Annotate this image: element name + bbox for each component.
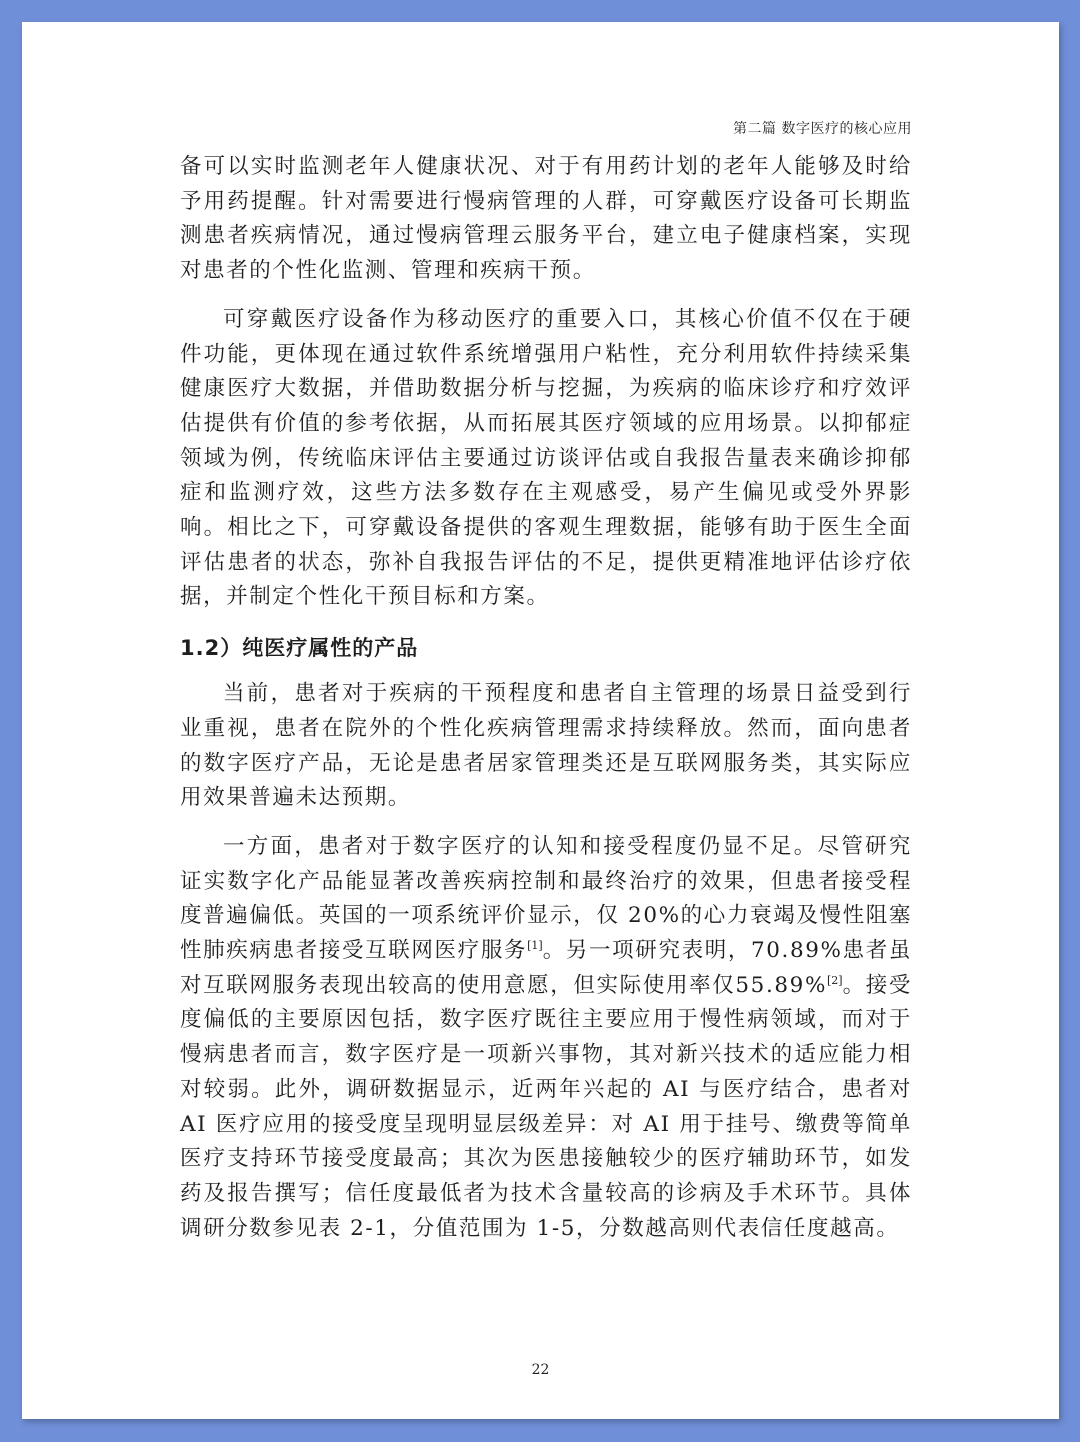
paragraph-current-state: 当前，患者对于疾病的干预程度和患者自主管理的场景日益受到行业重视，患者在院外的个性化疾病管理需求持续释放。然而，面向患者的数字医疗产品，无论是患者居家管理类还是互联网服务类，其实际应用效果普遍未达预期。 (180, 681, 912, 811)
page-content (180, 150, 912, 1246)
citation-2: [2] (826, 973, 843, 987)
paragraph-wearable-value: 可穿戴医疗设备作为移动医疗的重要入口，其核心价值不仅在于硬件功能，更体现在通过软件系统增强用户粘性，充分利用软件持续采集健康医疗大数据，并借助数据分析与挖掘，为疾病的临床诊疗和疗效评估提供有价值的参考依据，从而拓展其医疗领域的应用场景。以抑郁症领域为例，传统临床评估主要通过访谈评估或自我报告量表来确诊抑郁症和监测疗效，这些方法多数存在主观感受，易产生偏见或受外界影响。相比之下，可穿戴设备提供的客观生理数据，能够有助于医生全面评估患者的状态，弥补自我报告评估的不足，提供更精准地评估诊疗依据，并制定个性化干预目标和方案。 (180, 306, 912, 610)
paragraph-acceptance-part-2: 。另一项研究表明，70.89%患者虽对互联网服务表现出较高的使用意愿，但实际使用率仅55.89% (180, 938, 912, 998)
document-page (22, 22, 1059, 1419)
section-heading: 1.2）纯医疗属性的产品 (180, 636, 419, 661)
page-number: 22 (531, 1362, 550, 1378)
running-header: 第二篇 数字医疗的核心应用 (733, 121, 912, 137)
paragraph-continuation: 备可以实时监测老年人健康状况、对于有用药计划的老年人能够及时给予用药提醒。针对需要进行慢病管理的人群，可穿戴医疗设备可长期监测患者疾病情况，通过慢病管理云服务平台，建立电子健康档案，实现对患者的个性化监测、管理和疾病干预。 (180, 154, 912, 284)
citation-1: [1] (527, 938, 543, 952)
paragraph-acceptance-part-3: 。接受度偏低的主要原因包括，数字医疗既往主要应用于慢性病领域，而对于慢病患者而言，数字医疗是一项新兴事物，其对新兴技术的适应能力相对较弱。此外，调研数据显示，近两年兴起的 AI 与医疗结合，患者对 AI 医疗应用的接受度呈现明显层级差异：对 AI 用于挂号、缴费等简单医疗支持环节接受度最高；其次为医患接触较少的医疗辅助环节，如发药及报告撰写；信任度最低者为技术含量较高的诊病及手术环节。具体调研分数参见表 2-1，分值范围为 1-5，分数越高则代表信任度越高。 (180, 972, 912, 1241)
paragraph-acceptance-part-1: 一方面，患者对于数字医疗的认知和接受程度仍显不足。尽管研究证实数字化产品能显著改善疾病控制和最终治疗的效果，但患者接受程度普遍偏低。英国的一项系统评价显示，仅 20%的心力衰竭及慢性阻塞性肺疾病患者接受互联网医疗服务 (180, 833, 912, 964)
paragraph-acceptance (180, 830, 912, 1246)
